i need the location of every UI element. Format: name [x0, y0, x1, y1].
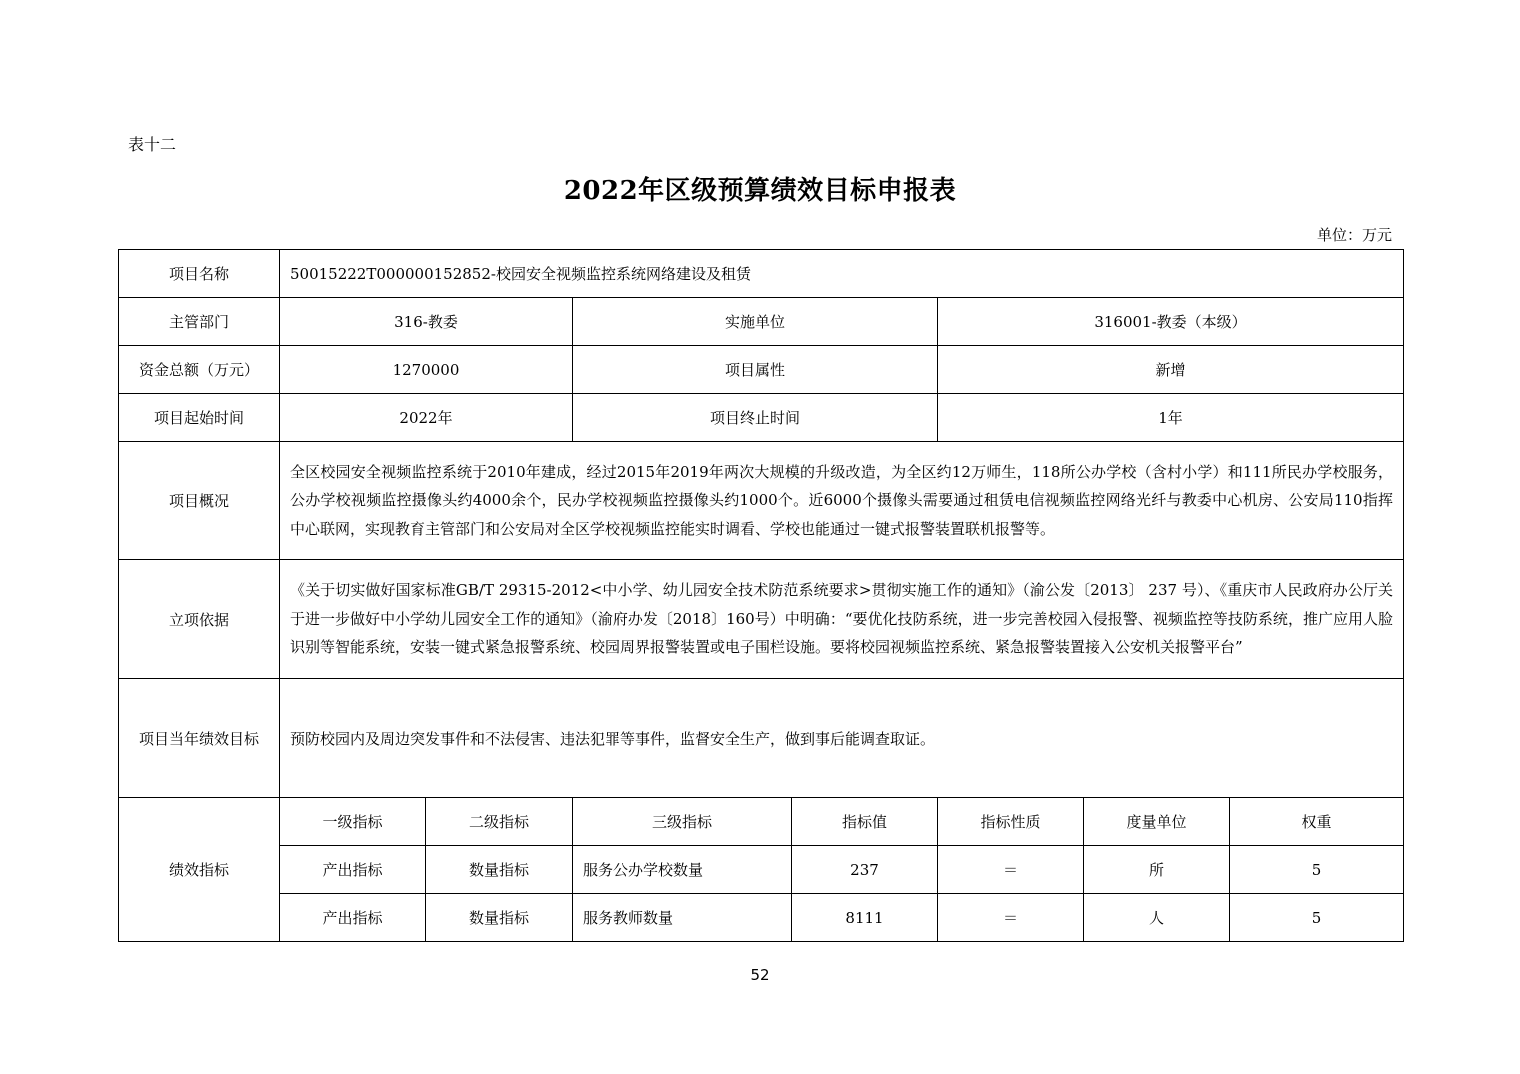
- table-row: [119, 894, 1404, 942]
- overview-text: 全区校园安全视频监控系统于2010年建成，经过2015年2019年两次大规模的升级改造，为全区约12万师生，118所公办学校（含村小学）和111所民办学校服务，公办学校视频监控摄像头约4000余个，民办学校视频监控摄像头约1000个。近6000个摄像头需要通过租赁电信视频监控网络光纤与教委中心机房、公安局110指挥中心联网，实现教育主管部门和公安局对全区学校视频监控能实时调看、学校也能通过一键式报警装置联机报警等。: [280, 442, 1404, 560]
- indicator-level3: 服务公办学校数量: [573, 846, 792, 894]
- end-time-value: 1年: [938, 394, 1404, 442]
- timing-row: [119, 394, 1404, 442]
- indicator-unit: 人: [1084, 894, 1230, 942]
- basis-label: 立项依据: [119, 560, 280, 679]
- header-level3: 三级指标: [573, 798, 792, 846]
- project-attribute-label: 项目属性: [573, 346, 938, 394]
- start-time-label: 项目起始时间: [119, 394, 280, 442]
- header-weight: 权重: [1230, 798, 1404, 846]
- overview-label: 项目概况: [119, 442, 280, 560]
- header-level1: 一级指标: [280, 798, 426, 846]
- project-name-row: [119, 250, 1404, 298]
- overview-row: [119, 442, 1404, 560]
- basis-row: [119, 560, 1404, 679]
- project-attribute-value: 新增: [938, 346, 1404, 394]
- indicators-label: 绩效指标: [119, 798, 280, 942]
- header-value: 指标值: [792, 798, 938, 846]
- goal-text: 预防校园内及周边突发事件和不法侵害、违法犯罪等事件，监督安全生产，做到事后能调查取证。: [280, 679, 1404, 798]
- indicator-level1: 产出指标: [280, 894, 426, 942]
- indicator-level2: 数量指标: [426, 894, 573, 942]
- unit-label: 单位：万元: [1316, 226, 1392, 244]
- goal-label: 项目当年绩效目标: [119, 679, 280, 798]
- table-number-label: 表十二: [128, 135, 177, 154]
- department-value: 316-教委: [280, 298, 573, 346]
- project-name-label: 项目名称: [119, 250, 280, 298]
- header-level2: 二级指标: [426, 798, 573, 846]
- indicator-unit: 所: [1084, 846, 1230, 894]
- funding-row: [119, 346, 1404, 394]
- end-time-label: 项目终止时间: [573, 394, 938, 442]
- indicator-nature: ＝: [938, 846, 1084, 894]
- indicator-level3: 服务教师数量: [573, 894, 792, 942]
- indicator-value: 8111: [792, 894, 938, 942]
- header-unit: 度量单位: [1084, 798, 1230, 846]
- goal-row: [119, 679, 1404, 798]
- total-funding-label: 资金总额（万元）: [119, 346, 280, 394]
- performance-target-table: [118, 249, 1404, 942]
- start-time-value: 2022年: [280, 394, 573, 442]
- indicator-nature: ＝: [938, 894, 1084, 942]
- department-label: 主管部门: [119, 298, 280, 346]
- page-number: 52: [750, 966, 770, 984]
- basis-text: 《关于切实做好国家标准GB/T 29315-2012<中小学、幼儿园安全技术防范系统要求>贯彻实施工作的通知》（渝公发〔2013〕 237 号）、《重庆市人民政府办公厅关于进一步做好中小学幼儿园安全工作的通知》（渝府办发〔2018〕160号）中明确：“要优化技防系统，进一步完善校园入侵报警、视频监控等技防系统，推广应用人脸识别等智能系统，安装一键式紧急报警系统、校园周界报警装置或电子围栏设施。要将校园视频监控系统、紧急报警装置接入公安机关报警平台”: [280, 560, 1404, 679]
- total-funding-value: 1270000: [280, 346, 573, 394]
- indicator-level1: 产出指标: [280, 846, 426, 894]
- department-row: [119, 298, 1404, 346]
- project-name-value: 50015222T000000152852-校园安全视频监控系统网络建设及租赁: [280, 250, 1404, 298]
- table-row: [119, 846, 1404, 894]
- implementing-unit-value: 316001-教委（本级）: [938, 298, 1404, 346]
- indicator-weight: 5: [1230, 846, 1404, 894]
- page-title: 2022年区级预算绩效目标申报表: [563, 176, 957, 206]
- indicator-level2: 数量指标: [426, 846, 573, 894]
- indicator-value: 237: [792, 846, 938, 894]
- header-nature: 指标性质: [938, 798, 1084, 846]
- indicator-header-row: [119, 798, 1404, 846]
- indicator-weight: 5: [1230, 894, 1404, 942]
- implementing-unit-label: 实施单位: [573, 298, 938, 346]
